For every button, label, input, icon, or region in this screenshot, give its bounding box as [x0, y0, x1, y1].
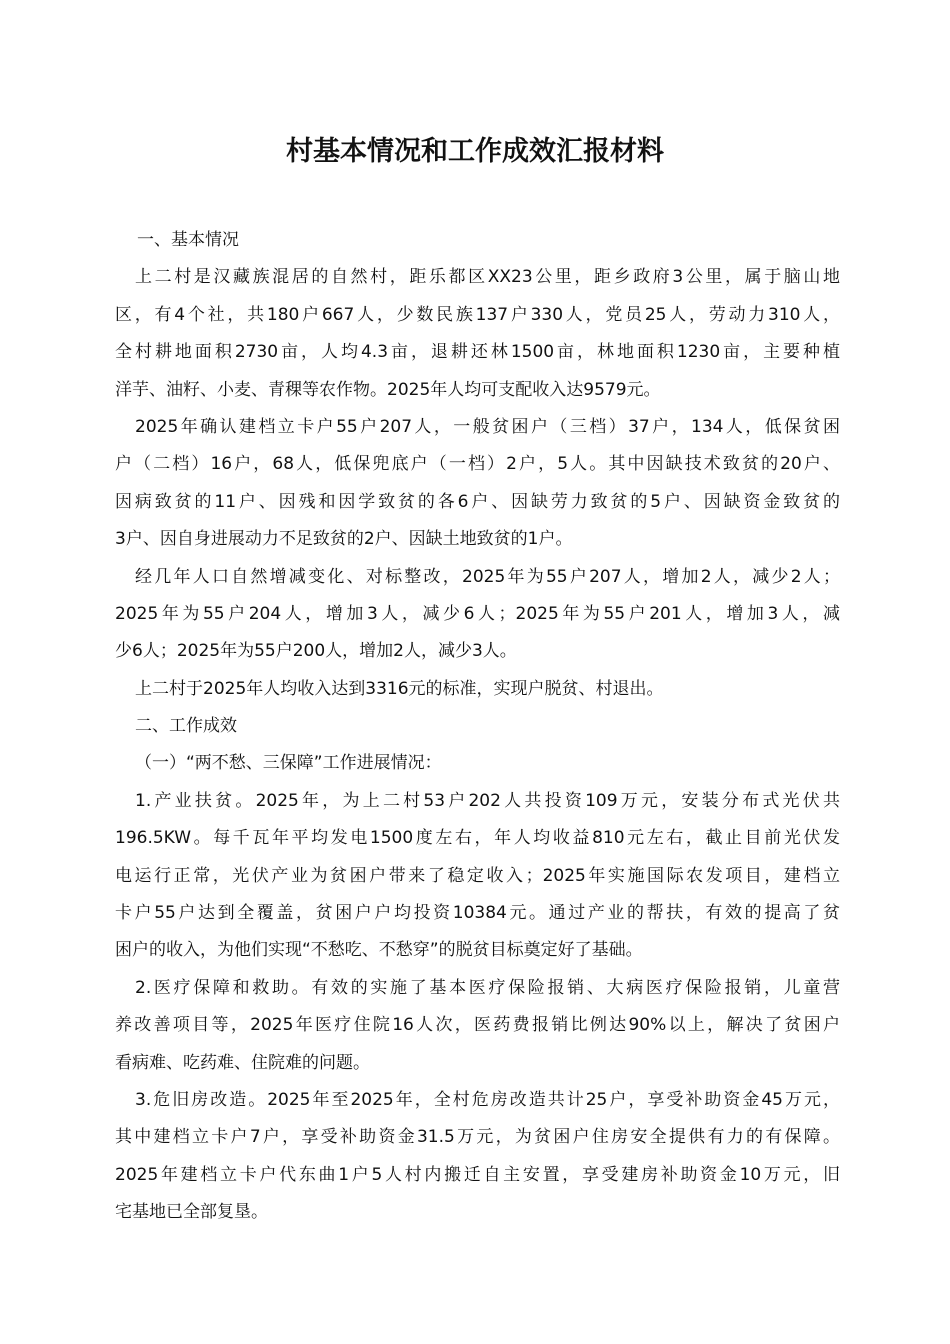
- paragraph-village-overview: [115, 259, 840, 409]
- paragraph-line: 养改善项目等，2025年医疗住院16人次，医药费报销比例达90%以上，解决了贫困户: [115, 1015, 840, 1036]
- paragraph-line: 2.医疗保障和救助。有效的实施了基本医疗保险报销、大病医疗保险报销，儿童营: [135, 977, 840, 998]
- paragraph-line: 洋芋、油籽、小麦、青稞等农作物。2025年人均可支配收入达9579元。: [115, 379, 661, 400]
- paragraph-line: 3.危旧房改造。2025年至2025年，全村危房改造共计25户，享受补助资金45万元，: [135, 1089, 840, 1110]
- paragraph-line: 全村耕地面积2730亩，人均4.3亩，退耕还林1500亩，林地面积1230亩，主要种植: [115, 342, 840, 363]
- paragraph-poverty-exit: [115, 671, 840, 708]
- paragraph-line: 看病难、吃药难、住院难的问题。: [115, 1052, 370, 1073]
- paragraph-line: 户（二档）16户，68人，低保兜底户（一档）2户，5人。其中因缺技术致贫的20户、: [115, 454, 840, 475]
- paragraph-medical-security: [115, 970, 840, 1082]
- paragraph-line: 电运行正常，光伏产业为贫困户带来了稳定收入；2025年实施国际农发项目，建档立: [115, 865, 840, 886]
- paragraph-line: 其中建档立卡户7户，享受补助资金31.5万元，为贫困户住房安全提供有力的有保障。: [115, 1127, 840, 1148]
- paragraph-line: 困户的收入，为他们实现“不愁吃、不愁穿”的脱贫目标奠定好了基础。: [115, 940, 643, 961]
- section-heading-work-results: 二、工作成效: [135, 716, 237, 737]
- paragraph-line: 卡户55户达到全覆盖，贫困户户均投资10384元。通过产业的帮扶，有效的提高了贫: [115, 903, 840, 924]
- section-heading-basic-info: 一、基本情况: [137, 230, 239, 250]
- paragraph-line: 少6人；2025年为55户200人，增加2人，减少3人。: [115, 641, 517, 662]
- paragraph-line: 2025年为55户204人，增加3人，减少6人；2025年为55户201人，增加3人，减: [115, 603, 840, 624]
- subsection-heading: （一）“两不愁、三保障”工作进展情况：: [135, 753, 442, 774]
- paragraph-line: 宅基地已全部复垦。: [115, 1202, 268, 1223]
- paragraph-line: 3户、因自身进展动力不足致贫的2户、因缺土地致贫的1户。: [115, 529, 573, 550]
- paragraph-housing-renovation: [115, 1082, 840, 1232]
- paragraph-line: 2025年确认建档立卡户55户207人，一般贫困户（三档）37户，134人，低保贫困: [135, 416, 840, 437]
- paragraph-line: 上二村于2025年人均收入达到3316元的标准，实现户脱贫、村退出。: [135, 678, 664, 699]
- paragraph-line: 196.5KW。每千瓦年平均发电1500度左右，年人均收益810元左右，截止目前光伏发: [115, 828, 840, 849]
- paragraph-poverty-households: [115, 409, 840, 559]
- paragraph-population-changes: [115, 559, 840, 671]
- paragraph-line: 经几年人口自然增减变化、对标整改，2025年为55户207人，增加2人，减少2人；: [135, 566, 840, 587]
- document-body: [115, 222, 840, 1232]
- document-title: 村基本情况和工作成效汇报材料: [286, 136, 664, 167]
- paragraph-line: 上二村是汉藏族混居的自然村，距乐都区XX23公里，距乡政府3公里，属于脑山地: [135, 267, 840, 288]
- paragraph-line: 1.产业扶贫。2025年，为上二村53户202人共投资109万元，安装分布式光伏共: [135, 790, 840, 811]
- paragraph-line: 2025年建档立卡户代东曲1户5人村内搬迁自主安置，享受建房补助资金10万元，旧: [115, 1164, 840, 1185]
- paragraph-line: 因病致贫的11户、因残和因学致贫的各6户、因缺劳力致贫的5户、因缺资金致贫的: [115, 491, 840, 512]
- paragraph-line: 区，有4个社，共180户667人，少数民族137户330人，党员25人，劳动力310人，: [115, 304, 840, 325]
- paragraph-industry-poverty-relief: [115, 783, 840, 970]
